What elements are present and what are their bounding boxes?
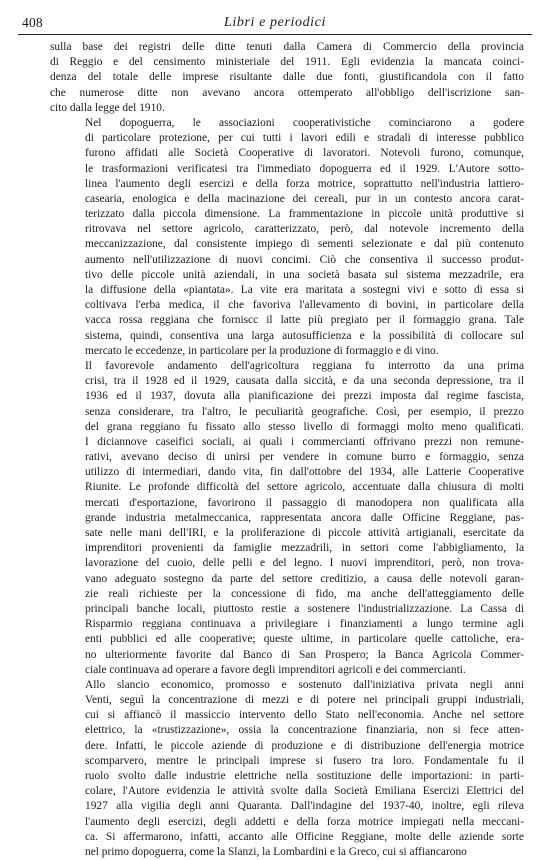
text-line: elettrico, la «trustizzazione», ossia la concentrazione finanziaria, non si fece atten- — [85, 724, 524, 737]
text-line: imprenditori provenienti da famiglie mezzadrili, in settori come l'abbigliamento, la — [85, 542, 524, 555]
text-line: coltivava l'erba medica, il che favoriva l'allevamento di bovini, in particolare della — [85, 299, 524, 312]
text-line: Nel dopoguerra, le associazioni cooperativistiche cominciarono a godere — [85, 116, 524, 129]
text-line: ruolo svolto dalle industrie elettriche nella sostituzione delle importazioni: in parti- — [85, 770, 524, 782]
text-line: enti pubblici ed alle cooperative; queste ultime, in particolare quelle cattoliche, era- — [85, 633, 524, 646]
text-line: principali banche locali, piuttosto restie a sostenere l'industrializzazione. La Cassa di — [85, 602, 524, 615]
text-line: mercato le eccedenze, in particolare per la produzione di formaggio e di vino. — [85, 344, 439, 357]
text-line: sulla base dei registri delle ditte tenuti dalla Camera di Commercio della provincia — [50, 41, 524, 53]
text-line: grande industria metalmeccanica, rappresentata ancora dalle Officine Reggiane, pas- — [85, 511, 524, 524]
text-line: no ulteriormente favorite dal Banco di San Prospero; la Banca Agricola Commer- — [85, 648, 524, 661]
text-line: dere. Infatti, le piccole aziende di produzione e di distribuzione dell'energia motrice — [85, 739, 524, 752]
text-line: mercati d'esportazione, favorirono il passaggio di manodopera non qualificata alla — [85, 496, 524, 509]
text-line: scomparvero, mentre le principali imprese si fusero tra loro. Fondamentale fu il — [85, 754, 524, 767]
page-header — [18, 12, 532, 35]
running-head: Libri e periodici — [224, 15, 326, 30]
text-line: 1927 alla vigilia degli anni Quaranta. Dall'indagine del 1937-40, inoltre, egli rileva — [85, 800, 524, 813]
text-line: furono affidati alle Società Cooperative di lavoratori. Notevoli furono, comunque, — [85, 147, 524, 160]
text-line: cui si affiancò il massiccio intervento dello Stato nell'economia. Anche nel settore — [85, 709, 524, 722]
paragraph — [50, 40, 524, 116]
text-line: ritrovava nel settore agricolo, caratterizzato, però, dal notevole incremento della — [85, 223, 524, 236]
text-line: linea l'aumento degli esercizi e della forza motrice, soprattutto nell'industria lattiero- — [85, 177, 524, 190]
text-line: colare, l'Autore evidenzia le attività svolte dalla Società Emiliana Esercizi Elettrici del — [85, 785, 524, 798]
text-line: di particolare protezione, per cui tutti i lavori edili e stradali di interesse pubblico — [85, 132, 524, 145]
paragraph — [50, 359, 524, 678]
text-line: casearia, enologica e della macinazione dei cereali, pur in un contesto ancora carat- — [85, 192, 524, 205]
text-line: vano adeguato sostegno da parte del settore creditizio, a causa delle notevoli garan- — [85, 572, 524, 585]
text-line: aumento nell'utilizzazione di nuovi concimi. Ciò che consentiva il successo produt- — [85, 253, 524, 266]
text-line: l'aumento degli esercizi, degli addetti e della forza motrice impiegati nella meccani- — [85, 815, 524, 828]
text-line: zie reali richieste per la concessione di fido, ma anche dell'atteggiamento delle — [85, 587, 524, 600]
body-text — [50, 40, 524, 860]
text-line: meccanizzazione, dal consistente impiego di sementi selezionate e dal più contenuto — [85, 238, 524, 251]
text-line: le trasformazioni verificatesi tra l'immediato dopoguerra ed il 1929. L'Autore sotto- — [85, 162, 524, 175]
text-line: vacca rossa reggiana che forniscc il latte più pregiato per il formaggio grana. Tale — [85, 314, 524, 327]
text-line: di Reggio e del censimento ministeriale del 1911. Egli evidenzia la mancata coinci- — [50, 56, 524, 69]
text-line: nel primo dopoguerra, come la Slanzi, la Lombardini e la Greco, cui si affiancarono — [85, 845, 467, 858]
text-line: utilizzo di intermediari, dando vita, fin dall'ottobre del 1934, alle Latterie Cooperative — [85, 466, 524, 479]
text-line: denza del totale delle imprese risultante dalle due fonti, giustificandola con il fatto — [50, 71, 524, 84]
text-line: Risparmio reggiana continuava a privilegiare i finanziamenti a lungo termine agli — [85, 618, 524, 631]
text-line: terizzato dalla piccola dimensione. La frammentazione in piccole unità produttive si — [85, 208, 524, 221]
text-line: la diffusione della «piantata». La vite era maritata a sostegni vivi e sotto di essa si — [85, 284, 524, 296]
paragraph — [50, 678, 524, 860]
text-line: rativi, avevano deciso di unirsi per vendere in comune burro e formaggio, senza — [85, 451, 524, 464]
text-line: crisi, tra il 1928 ed il 1929, causata dalla siccità, e da una seconda depressione, tra il — [85, 375, 524, 388]
text-line: 1936 ed il 1937, dovuta alla pianificazione dei prezzi imposta dal regime fascista, — [85, 390, 524, 403]
text-line: del grana reggiano fu fissato allo stesso livello di formaggi molto meno qualificati. — [85, 420, 524, 433]
text-line: che numerose ditte non avevano ancora ottemperato all'obbligo dell'iscrizione san- — [50, 86, 524, 99]
text-line: senza considerare, tra l'altro, le peculiarità geografiche. Così, per esempio, il prezzo — [85, 405, 524, 418]
text-line: cito dalla legge del 1910. — [50, 101, 165, 114]
page-number: 408 — [22, 15, 43, 30]
text-line: Venti, seguì la concentrazione di mezzi e di potere nei principali gruppi industriali, — [85, 694, 524, 707]
text-line: sistema, quindi, consentiva una larga autosufficienza e la possibilità di collocare sul — [85, 329, 524, 342]
text-line: ca. Si affermarono, infatti, accanto alle Officine Reggiane, molte delle aziende sorte — [85, 830, 524, 843]
text-line: Allo slancio economico, promosso e sostenuto dall'iniziativa privata negli anni — [85, 678, 524, 691]
text-line: Riunite. Le profonde difficoltà del settore agricolo, accentuate dalla chiusura di molti — [85, 481, 524, 494]
text-line: sate nelle mani dell'IRI, e la proliferazione di piccole attività artigianali, esercitate da — [85, 527, 524, 539]
text-line: Il favorevole andamento dell'agricoltura reggiana fu interrotto da una prima — [85, 359, 524, 372]
text-line: lavorazione del cuoio, delle pelli e del legno. I nuovi imprenditori, però, non trova- — [85, 557, 524, 570]
text-line: ciale continuava ad operare a favore degli imprenditori agricoli e dei commercianti. — [85, 663, 466, 676]
text-line: I diciannove caseifici sociali, ai quali i commercianti offrivano prezzi non remune- — [85, 435, 524, 448]
text-line: tivo delle piccole unità aziendali, in una società basata sul sistema mezzadrile, era — [85, 268, 524, 281]
paragraph — [50, 116, 524, 359]
